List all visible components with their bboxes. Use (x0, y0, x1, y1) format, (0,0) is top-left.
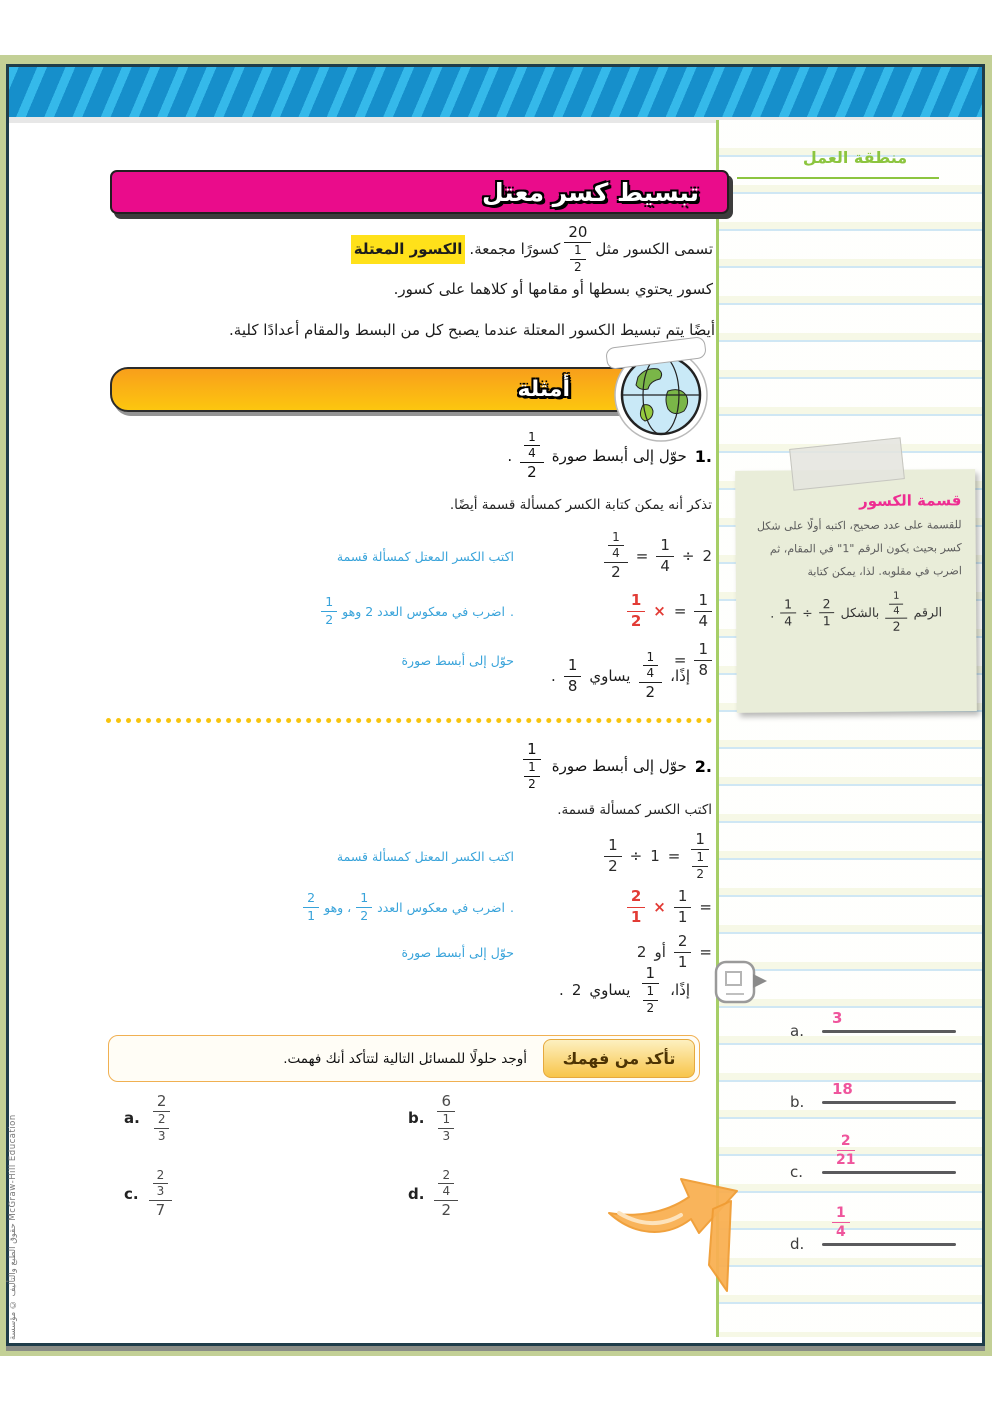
text-token: أو (654, 943, 666, 961)
text-token: = (699, 898, 712, 916)
fraction: $\frac{1}{1}$ (674, 888, 692, 926)
text-token: الكسور المعتلة (351, 235, 466, 264)
text-token: = (667, 847, 681, 865)
text-token: اضرب في معكوس العدد (377, 899, 506, 915)
complex-fraction: $\frac{\frac{1}{4}}{2}$ (639, 651, 663, 702)
text-token: ، وهو (324, 899, 352, 915)
complex-fraction: $\frac{1}{\frac{1}{2}}$ (639, 965, 663, 1016)
fraction: $\frac{1}{2}$ (604, 837, 622, 875)
answer-c: c. $\frac{2}{21}$ (790, 1124, 965, 1174)
intro-paragraph-2: أيضًا يتم تبسيط الكسور المعتلة عندما يصبح كل من البسط والمقام أعدادًا كلية. (229, 321, 715, 339)
notebook-sketch-icon (712, 954, 770, 1010)
text-token: . (770, 606, 775, 622)
sticky-note-title: قسمة الكسور (859, 491, 962, 510)
fraction: $\frac{2}{1}$ (627, 888, 645, 926)
example-2-conclusion (440, 962, 690, 1018)
problem-d: d. $\frac{\frac{2}{4}}{2}$ (408, 1162, 558, 1226)
problem-c: c. $\frac{\frac{2}{3}}{7}$ (124, 1162, 408, 1226)
fraction: $\frac{1}{4}$ (780, 598, 796, 630)
work-area-label: منطقة العمل (802, 148, 908, 167)
text-token: إذًا، (670, 667, 690, 685)
text-token: 2 (702, 547, 712, 565)
example-1-number: 1. (694, 446, 712, 466)
answer-line (822, 1171, 956, 1174)
copyright-text: حقوق الطبع والتأليف © مؤسسة McGraw-Hill Education (8, 1114, 18, 1340)
dotted-divider (106, 718, 712, 723)
fraction: $\frac{1}{2}$ (321, 595, 337, 627)
answer-line (822, 1243, 956, 1246)
text-token: كسور يحتوي بسطها أو مقامها أو كلاهما على كسور. (393, 280, 713, 299)
work-area-underline (737, 177, 939, 179)
text-token: ÷ (629, 847, 643, 865)
examples-banner-label: أمثلة (517, 377, 570, 402)
fraction: $\frac{1}{4}$ (832, 1205, 850, 1240)
text-token: كسورًا مجمعة. (469, 240, 561, 259)
complex-fraction: $\frac{2}{\frac{2}{3}}$ (150, 1093, 174, 1144)
text-token: × (653, 898, 666, 916)
answer-a: a. 3 (790, 983, 965, 1033)
answer-line (822, 1101, 956, 1104)
text-token: 1 (650, 847, 660, 865)
text-token: حوّل إلى أبسط صورة (401, 652, 514, 668)
striped-header-banner (9, 67, 982, 123)
sticky-note-math (750, 591, 962, 636)
fraction: $\frac{1}{4}$ (694, 592, 712, 630)
text-token: إذًا، (670, 981, 690, 999)
fraction: $\frac{1}{4}$ (656, 537, 674, 575)
text-token: 3 (832, 1009, 843, 1027)
text-token: بالشكل (840, 605, 880, 621)
equation-row (238, 590, 712, 632)
check-understanding-box (108, 1035, 700, 1082)
text-token: = (673, 651, 687, 669)
text-token: اضرب في معكوس العدد 2 وهو (342, 603, 506, 619)
examples-banner (110, 367, 642, 412)
complex-fraction: $\frac{\frac{1}{4}}{2}$ (885, 591, 908, 635)
text-token: حوّل إلى أبسط صورة (401, 944, 514, 960)
equation-row (238, 528, 712, 584)
complex-fraction: $\frac{\frac{1}{4}}{2}$ (520, 431, 544, 482)
practice-problems (124, 1086, 564, 1226)
text-token: . (551, 667, 556, 685)
example-1-conclusion (440, 648, 690, 704)
fraction: $\frac{1}{8}$ (694, 641, 712, 679)
fraction: $\frac{2}{21}$ (836, 1132, 856, 1168)
text-token: حوّل إلى أبسط صورة (551, 757, 687, 775)
text-token: اكتب الكسر المعتل كمسألة قسمة (336, 848, 514, 864)
fraction: $\frac{1}{8}$ (564, 657, 582, 695)
complex-fraction: $\frac{1}{\frac{1}{2}}$ (688, 831, 712, 882)
text-token: يساوي (589, 667, 631, 685)
example-2-hint: اكتب الكسر كمسألة قسمة. (557, 802, 712, 818)
example-2-number: 2. (694, 756, 712, 776)
fraction: $\frac{2}{1}$ (819, 597, 835, 629)
check-understanding-prompt: أوجد حلولًا للمسائل التالية لتتأكد أنك فهمت. (283, 1050, 527, 1067)
sticky-note (735, 469, 977, 713)
intro-paragraph (126, 224, 715, 304)
text-token: ÷ (802, 605, 813, 621)
text-token: ÷ (681, 547, 695, 565)
check-understanding-tab: تأكد من فهمك (543, 1039, 695, 1078)
equation-row (238, 886, 712, 928)
problem-a: a. $\frac{2}{\frac{2}{3}}$ (124, 1086, 408, 1150)
complex-fraction: $\frac{6}{\frac{1}{3}}$ (434, 1093, 458, 1144)
complex-fraction: $\frac{20}{\frac{1}{2}}$ (564, 224, 591, 275)
text-token: 18 (832, 1080, 853, 1098)
text-token: 2 (571, 981, 582, 999)
fraction: $\frac{1}{2}$ (627, 592, 645, 630)
example-1-hint: تذكر أنه يمكن كتابة الكسر كمسألة قسمة أيضًا. (449, 497, 712, 513)
text-token: حوّل إلى أبسط صورة (551, 447, 687, 465)
answer-d: d. $\frac{1}{4}$ (790, 1196, 965, 1246)
lesson-title-banner (110, 170, 729, 214)
complex-fraction: $\frac{\frac{2}{4}}{2}$ (434, 1169, 458, 1220)
complex-fraction: $\frac{\frac{1}{4}}{2}$ (604, 531, 628, 582)
fraction: $\frac{1}{2}$ (356, 891, 372, 923)
curved-arrow-graphic (603, 1163, 753, 1308)
text-token: اكتب الكسر المعتل كمسألة قسمة (336, 548, 514, 564)
text-token: 2 (636, 943, 647, 961)
answer-line (822, 1030, 956, 1033)
text-token: . (507, 447, 513, 465)
text-token: تسمى الكسور مثل (595, 240, 713, 259)
problem-b: b. $\frac{6}{\frac{1}{3}}$ (408, 1086, 558, 1150)
lesson-title: تبسيط كسر معتل (481, 177, 699, 207)
example-2-work (238, 828, 712, 972)
text-token: = (635, 547, 649, 565)
text-token: الرقم (913, 604, 943, 621)
text-token: . (510, 603, 514, 619)
answer-b: b. 18 (790, 1054, 965, 1104)
text-token: = (699, 943, 712, 961)
equation-row (238, 828, 712, 884)
fraction: $\frac{2}{1}$ (674, 933, 692, 971)
text-token: × (653, 602, 666, 620)
text-token: . (510, 899, 514, 915)
text-token: = (673, 602, 687, 620)
sticky-note-body: للقسمة على عدد صحيح، اكتبه أولًا على شكل كسر بحيث يكون الرقم "1" في المقام، ثم اضرب في مقلوبه. لذا، يمكن كتابة (756, 518, 962, 579)
complex-fraction: $\frac{\frac{2}{3}}{7}$ (149, 1169, 173, 1220)
fraction: $\frac{2}{1}$ (303, 891, 319, 923)
text-token: يساوي (589, 981, 631, 999)
example-2-title (300, 738, 712, 794)
complex-fraction: $\frac{1}{\frac{1}{2}}$ (520, 741, 544, 792)
text-token: . (559, 981, 564, 999)
